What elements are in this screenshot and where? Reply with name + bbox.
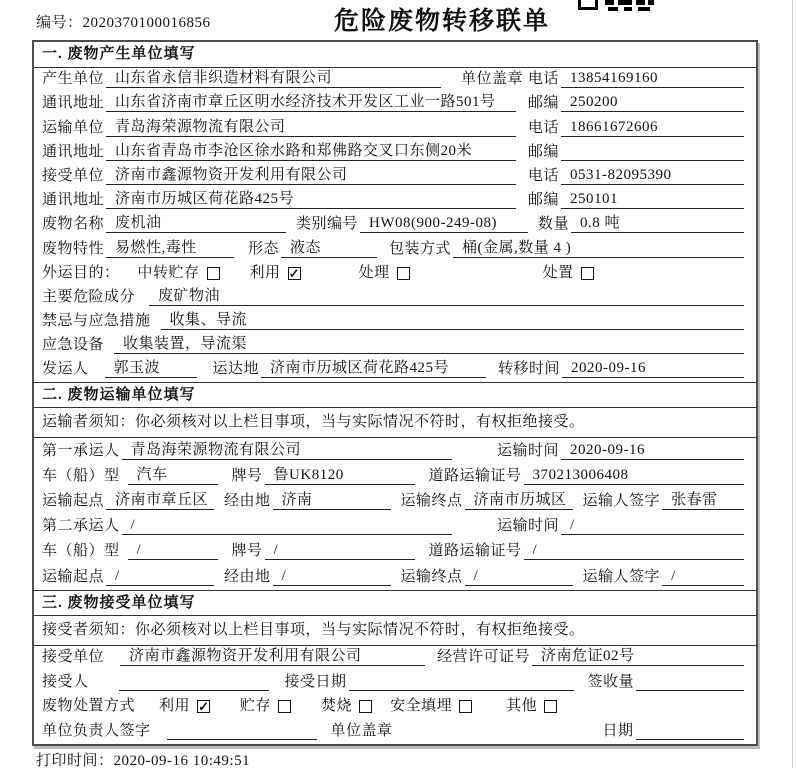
field-value bbox=[561, 191, 744, 209]
checkbox-checked[interactable]: ✓ bbox=[198, 699, 209, 715]
field-value bbox=[120, 644, 425, 666]
checkbox-option bbox=[543, 261, 594, 282]
field-value-text: 济南市历城区荷花路425号 bbox=[270, 360, 450, 377]
checkbox-option bbox=[138, 261, 220, 282]
field-label: 运达地 bbox=[212, 361, 260, 378]
form-row bbox=[34, 116, 756, 140]
field-label: 应急设备 bbox=[42, 337, 105, 354]
field-value-text: 济南 bbox=[281, 492, 313, 508]
checkbox-option bbox=[159, 694, 210, 715]
field-label: 接受人 bbox=[42, 673, 89, 690]
field-label: 单位负责人签字 bbox=[42, 722, 151, 739]
field-value bbox=[360, 215, 528, 233]
field-value bbox=[465, 568, 573, 586]
field-value-text: 山东省济南市章丘区明水经济技术开发区工业一路501号 bbox=[115, 94, 496, 111]
field-label: 通讯地址 bbox=[42, 192, 105, 209]
field-value-text: 13854169160 bbox=[570, 70, 658, 87]
form-row bbox=[34, 539, 756, 564]
field-value-text: 易燃性,毒性 bbox=[115, 239, 197, 256]
checkbox[interactable] bbox=[459, 700, 472, 713]
field-value bbox=[114, 332, 744, 354]
print-time-value: 2020-09-16 10:49:51 bbox=[113, 753, 251, 768]
field-value bbox=[281, 236, 377, 258]
checkbox-option bbox=[390, 694, 472, 715]
field-value-text: 液态 bbox=[290, 239, 322, 256]
checkbox-label: 中转贮存 bbox=[137, 264, 200, 281]
field-value bbox=[106, 568, 214, 586]
field-value bbox=[571, 211, 744, 233]
field-value bbox=[273, 568, 391, 586]
field-label: 日期 bbox=[602, 722, 634, 739]
checkbox-option bbox=[321, 694, 372, 715]
field-label: 废物特性 bbox=[42, 240, 105, 257]
qr-code-fragment-icon bbox=[578, 0, 654, 11]
field-value bbox=[273, 488, 391, 510]
page-title: 危险废物转移联单 bbox=[334, 8, 551, 35]
field-value-text: 张春雷 bbox=[671, 492, 718, 508]
section-note: 运输者须知：你必须核对以上栏目事项，当与实际情况不符时，有权拒绝接受。 bbox=[34, 408, 756, 438]
checkbox-checked[interactable]: ✓ bbox=[288, 265, 300, 281]
field-value bbox=[265, 542, 415, 560]
field-value-text: 济南市鑫源物资开发利用有限公司 bbox=[129, 648, 362, 665]
field-label: 接受单位 bbox=[42, 649, 105, 666]
print-time-label: 打印时间： bbox=[36, 753, 114, 768]
field-label: 电话 bbox=[527, 167, 559, 184]
form-section bbox=[34, 590, 756, 744]
form-row bbox=[34, 189, 756, 213]
field-value-text: 废矿物油 bbox=[158, 287, 221, 304]
field-value-text: 370213006408 bbox=[532, 466, 629, 483]
field-value-text: 济南市历城区 bbox=[473, 492, 567, 508]
form-row bbox=[34, 165, 756, 189]
field-label: 运输起点 bbox=[42, 493, 105, 509]
field-value-text: HW08(900-249-08) bbox=[369, 215, 498, 232]
field-value-text: 郭玉波 bbox=[113, 360, 161, 377]
serial-number bbox=[36, 11, 211, 32]
field-label: 经由地 bbox=[224, 493, 271, 509]
field-value-text: 山东省青岛市李沧区徐水路和郑佛路交叉口东侧20米 bbox=[115, 142, 473, 159]
field-value-text: / bbox=[130, 517, 136, 534]
field-value-text: 0.8 吨 bbox=[580, 215, 621, 232]
field-value bbox=[106, 187, 516, 209]
field-label: 发运人 bbox=[42, 361, 89, 378]
field-value bbox=[149, 284, 744, 306]
field-value bbox=[167, 722, 317, 740]
document-header bbox=[0, 0, 796, 40]
field-value-text: / bbox=[136, 542, 142, 559]
field-label: 接受单位 bbox=[42, 167, 105, 184]
field-label: 牌号 bbox=[231, 467, 263, 484]
field-label: 接受日期 bbox=[284, 673, 347, 690]
field-label: 废物处置方式 bbox=[42, 698, 136, 715]
field-value bbox=[128, 463, 218, 485]
field-value-text: 济南危证02号 bbox=[541, 648, 635, 665]
field-value-text: 山东省永信非织造材料有限公司 bbox=[115, 70, 333, 87]
serial-label: 编号： bbox=[36, 15, 83, 31]
field-value-text: / bbox=[473, 567, 479, 584]
section-header: 三. 废物接受单位填写 bbox=[34, 590, 756, 616]
field-label: 邮编 bbox=[527, 143, 559, 160]
checkbox[interactable] bbox=[397, 267, 410, 280]
field-label: 运输时间 bbox=[496, 518, 559, 535]
checkbox-label: 处置 bbox=[542, 264, 574, 281]
field-value-text: / bbox=[532, 542, 538, 559]
field-value bbox=[122, 517, 452, 535]
field-value bbox=[561, 167, 744, 185]
field-label: 数量 bbox=[538, 216, 570, 233]
form-row bbox=[34, 358, 756, 382]
print-time bbox=[36, 749, 250, 768]
field-value bbox=[561, 143, 744, 161]
checkbox-label: 贮存 bbox=[240, 698, 272, 715]
field-label: 运输人签字 bbox=[582, 568, 661, 585]
field-value bbox=[106, 488, 214, 510]
field-value-text: 桶(金属,数量 4 ) bbox=[462, 239, 572, 256]
checkbox[interactable] bbox=[581, 267, 594, 280]
field-value bbox=[662, 488, 744, 510]
checkbox-label: 焚烧 bbox=[321, 698, 353, 715]
field-value bbox=[561, 517, 744, 535]
form-row bbox=[34, 438, 756, 463]
field-label: 运输终点 bbox=[400, 493, 463, 509]
field-label: 通讯地址 bbox=[42, 95, 105, 112]
section-note: 接受者须知：你必须核对以上栏目事项，当与实际情况不符时，有权拒绝接受。 bbox=[34, 616, 756, 646]
checkbox-label: 其他 bbox=[506, 698, 538, 715]
field-label: 类别编号 bbox=[296, 216, 359, 233]
form-row bbox=[34, 646, 756, 671]
form-row bbox=[34, 141, 756, 165]
field-label: 产生单位 bbox=[42, 71, 105, 88]
field-label: 运输人签字 bbox=[582, 493, 661, 509]
checkbox-option bbox=[506, 694, 557, 715]
checkbox[interactable] bbox=[278, 700, 291, 713]
serial-value: 2020370100016856 bbox=[82, 15, 211, 31]
checkbox-label: 处理 bbox=[358, 264, 390, 281]
checkbox-label: 利用 bbox=[159, 698, 191, 715]
form-row bbox=[34, 237, 756, 261]
field-label: 主要危险成分 bbox=[42, 288, 136, 305]
field-value-text: 青岛海荣源物流有限公司 bbox=[115, 118, 286, 135]
form-row bbox=[34, 310, 756, 334]
field-value-text: 鲁UK8120 bbox=[273, 466, 344, 483]
field-label: 包装方式 bbox=[389, 240, 452, 257]
form-row bbox=[34, 286, 756, 310]
field-value bbox=[524, 542, 744, 560]
field-value bbox=[453, 236, 744, 258]
transfer-form-table bbox=[32, 40, 758, 746]
field-value bbox=[128, 542, 218, 560]
form-row bbox=[34, 262, 756, 286]
field-label: 牌号 bbox=[231, 543, 263, 560]
field-value bbox=[106, 139, 516, 161]
form-row bbox=[34, 334, 756, 358]
field-value bbox=[106, 66, 441, 88]
field-label: 车（船）型 bbox=[42, 543, 120, 560]
field-value bbox=[349, 673, 574, 691]
checkbox-option bbox=[250, 261, 301, 282]
field-label: 道路运输证号 bbox=[428, 543, 522, 560]
field-label: 运输时间 bbox=[496, 442, 559, 459]
field-label: 通讯地址 bbox=[42, 143, 105, 160]
field-value-text: 收集、导流 bbox=[169, 312, 248, 329]
section-header: 一. 废物产生单位填写 bbox=[34, 42, 756, 68]
field-value bbox=[106, 90, 516, 112]
field-value bbox=[561, 70, 744, 88]
field-label: 电话 bbox=[527, 71, 559, 88]
field-value-text: 0531-82095390 bbox=[570, 166, 672, 183]
field-label: 转移时间 bbox=[498, 361, 561, 378]
field-label: 单位盖章 bbox=[330, 722, 393, 739]
field-label: 废物名称 bbox=[42, 216, 105, 233]
field-label: 经由地 bbox=[224, 568, 271, 585]
field-label: 外运目的： bbox=[42, 264, 120, 281]
field-value bbox=[532, 644, 744, 666]
field-value-text: 收集装置，导流渠 bbox=[123, 336, 248, 353]
field-value bbox=[265, 463, 415, 485]
field-value bbox=[465, 488, 573, 510]
field-value-text: 废机油 bbox=[115, 215, 162, 232]
form-row bbox=[34, 464, 756, 489]
form-row bbox=[34, 68, 756, 92]
form-row bbox=[34, 92, 756, 116]
field-value bbox=[636, 722, 744, 740]
field-label: 形态 bbox=[248, 240, 280, 257]
checkbox[interactable] bbox=[359, 700, 372, 713]
field-value-text: 250101 bbox=[570, 191, 618, 208]
form-row bbox=[34, 719, 756, 744]
form-section bbox=[34, 382, 756, 589]
checkbox-option bbox=[240, 694, 291, 715]
field-label: 邮编 bbox=[527, 192, 559, 209]
field-value bbox=[106, 115, 516, 137]
field-label: 道路运输证号 bbox=[428, 467, 522, 484]
field-value bbox=[106, 236, 234, 258]
field-value bbox=[561, 94, 744, 112]
checkbox-label: 安全填埋 bbox=[390, 698, 453, 715]
field-value-text: / bbox=[570, 517, 575, 534]
checkbox[interactable] bbox=[544, 700, 557, 713]
field-value-text: 济南市历城区荷花路425号 bbox=[115, 191, 295, 208]
field-value-text: 济南市鑫源物资开发利用有限公司 bbox=[115, 166, 348, 183]
field-value-text: / bbox=[281, 567, 287, 584]
form-row bbox=[34, 213, 756, 237]
field-label: 签收量 bbox=[587, 673, 635, 690]
field-value-text: / bbox=[115, 567, 120, 584]
field-value-text: / bbox=[671, 567, 676, 584]
field-label: 运输终点 bbox=[400, 568, 463, 585]
page-edge-divider bbox=[792, 0, 793, 768]
field-value-text: 18661672606 bbox=[570, 118, 658, 135]
checkbox-option bbox=[359, 261, 410, 282]
field-value bbox=[105, 356, 197, 378]
field-label: 单位盖章 bbox=[461, 71, 524, 88]
field-label: 禁忌与应急措施 bbox=[42, 313, 151, 330]
field-value bbox=[106, 211, 286, 233]
section-header: 二. 废物运输单位填写 bbox=[34, 382, 756, 408]
field-value-text: 青岛海荣源物流有限公司 bbox=[130, 441, 302, 458]
field-value bbox=[662, 568, 744, 586]
field-label: 运输单位 bbox=[42, 119, 105, 136]
form-section bbox=[34, 42, 756, 382]
field-value bbox=[161, 308, 744, 330]
field-value bbox=[636, 673, 744, 691]
form-row bbox=[34, 514, 756, 539]
field-label: 第二承运人 bbox=[42, 518, 120, 535]
field-value-text: / bbox=[273, 542, 279, 559]
checkbox-label: 利用 bbox=[249, 264, 281, 281]
field-value bbox=[562, 360, 744, 378]
field-value bbox=[261, 356, 486, 378]
field-value bbox=[524, 467, 744, 485]
form-row bbox=[34, 489, 756, 514]
form-row bbox=[34, 564, 756, 589]
field-label: 邮编 bbox=[527, 95, 559, 112]
field-value bbox=[561, 119, 744, 137]
field-value bbox=[106, 163, 516, 185]
form-row bbox=[34, 695, 756, 720]
checkbox[interactable] bbox=[207, 267, 220, 280]
field-value-text: 济南市章丘区 bbox=[115, 492, 209, 508]
field-value bbox=[119, 673, 269, 691]
field-value-text: 2020-09-16 bbox=[570, 441, 645, 458]
field-value-text: 250200 bbox=[570, 94, 618, 111]
field-value bbox=[561, 442, 744, 460]
field-label: 经营许可证号 bbox=[437, 649, 531, 666]
form-row bbox=[34, 670, 756, 695]
field-value bbox=[122, 438, 452, 460]
field-label: 电话 bbox=[527, 119, 559, 136]
field-label: 车（船）型 bbox=[42, 467, 120, 484]
field-value-text: 汽车 bbox=[136, 466, 168, 483]
field-label: 第一承运人 bbox=[42, 442, 120, 459]
field-label: 运输起点 bbox=[42, 568, 105, 585]
field-value-text: 2020-09-16 bbox=[571, 360, 647, 377]
